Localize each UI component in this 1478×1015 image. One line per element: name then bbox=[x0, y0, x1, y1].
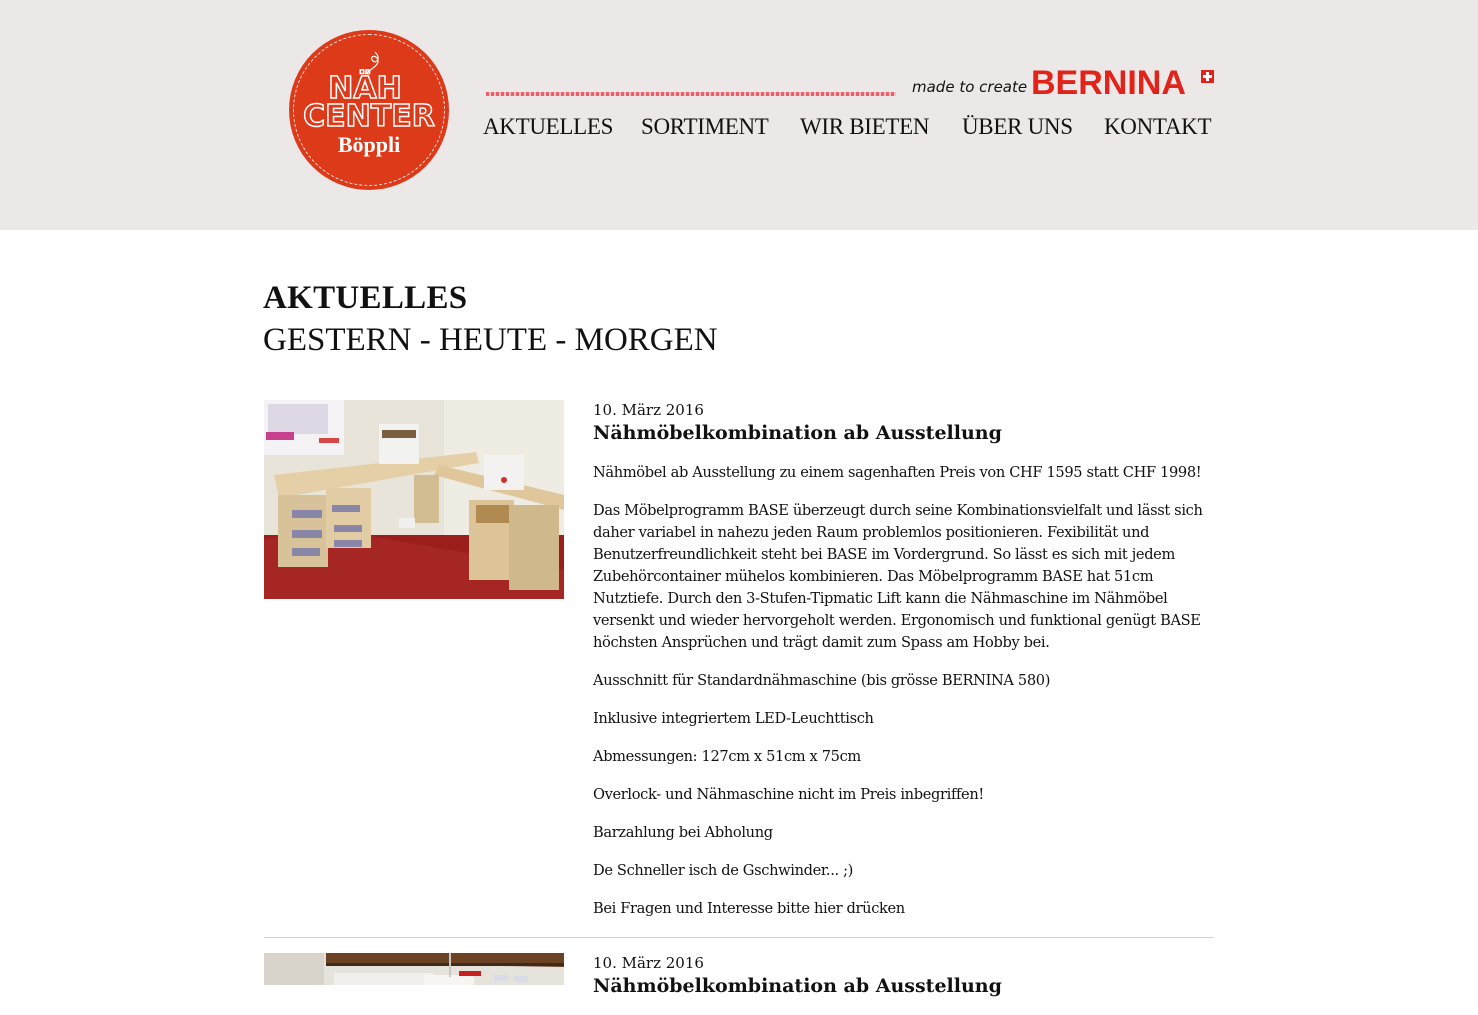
contact-text-after: drücken bbox=[842, 900, 905, 917]
overlock-photo bbox=[264, 953, 564, 985]
post-paragraph: Abmessungen: 127cm x 51cm x 75cm bbox=[593, 748, 861, 765]
post-paragraph: Das Möbelprogramm BASE überzeugt durch seine Kombinationsvielfalt und lässt sich daher variabel in nahezu jeden Raum problemlos positionieren. Fexibilität und Benutzerfreundlichkeit steht bei BASE im Vordergrund. So lässt es sich mit jedem Zubehörcontainer mühelos kombinieren. Das Möbelprogramm BASE hat 51cm Nutztiefe. Durch den 3-Stufen-Tipmatic Lift kann die Nähmaschine im Nähmöbel versenkt und wieder hervorgeholt werden. Ergonomisch und funktional genügt BASE höchsten Ansprüchen und trägt damit zum Spass am Hobby bei. bbox=[593, 502, 1203, 651]
site-logo[interactable] bbox=[289, 30, 449, 190]
post-body bbox=[593, 400, 1213, 936]
nav-item-aktuelles[interactable]: AKTUELLES bbox=[483, 114, 614, 139]
post-image[interactable] bbox=[264, 953, 564, 985]
sewing-furniture-photo bbox=[264, 400, 564, 599]
contact-line bbox=[593, 898, 1213, 920]
nav-item-wir-bieten[interactable]: WIR BIETEN bbox=[800, 114, 930, 139]
logo-text-nah: NÄH bbox=[328, 71, 402, 106]
stitch-divider bbox=[486, 92, 896, 96]
post-title[interactable]: Nähmöbelkombination ab Ausstellung bbox=[593, 422, 1002, 444]
site-header bbox=[0, 0, 1478, 230]
post-paragraph: Barzahlung bei Abholung bbox=[593, 824, 773, 841]
page-subtitle: GESTERN - HEUTE - MORGEN bbox=[263, 322, 718, 358]
post-body bbox=[593, 953, 1213, 1015]
post-paragraph: Ausschnitt für Standardnähmaschine (bis grösse BERNINA 580) bbox=[593, 672, 1051, 689]
post-date: 10. März 2016 bbox=[593, 954, 704, 972]
post-divider bbox=[264, 937, 1214, 938]
brand-tagline: made to create bbox=[912, 78, 1028, 96]
contact-here-link[interactable]: hier bbox=[813, 900, 843, 917]
bernina-logo[interactable]: BERNINA bbox=[1031, 64, 1186, 102]
logo-text-boppli: Böppli bbox=[337, 132, 401, 157]
post-image[interactable] bbox=[264, 400, 564, 599]
post-date: 10. März 2016 bbox=[593, 401, 704, 419]
post-paragraph: Inklusive integriertem LED-Leuchttisch bbox=[593, 710, 874, 727]
nav-item-uber-uns[interactable]: ÜBER UNS bbox=[962, 114, 1073, 139]
nav-item-sortiment[interactable]: SORTIMENT bbox=[641, 114, 769, 139]
nav-item-kontakt[interactable]: KONTAKT bbox=[1104, 114, 1212, 139]
post-paragraph: De Schneller isch de Gschwinder... ;) bbox=[593, 862, 853, 879]
contact-text-before: Bei Fragen und Interesse bitte bbox=[593, 900, 814, 917]
post-title[interactable]: Nähmöbelkombination ab Ausstellung bbox=[593, 975, 1002, 997]
post-paragraph: Overlock- und Nähmaschine nicht im Preis inbegriffen! bbox=[593, 786, 984, 803]
logo-text-center: CENTER bbox=[303, 99, 435, 134]
page-title: AKTUELLES bbox=[263, 280, 468, 316]
post-paragraph: Nähmöbel ab Ausstellung zu einem sagenhaften Preis von CHF 1595 statt CHF 1998! bbox=[593, 464, 1202, 481]
swiss-cross-icon bbox=[1201, 70, 1214, 83]
